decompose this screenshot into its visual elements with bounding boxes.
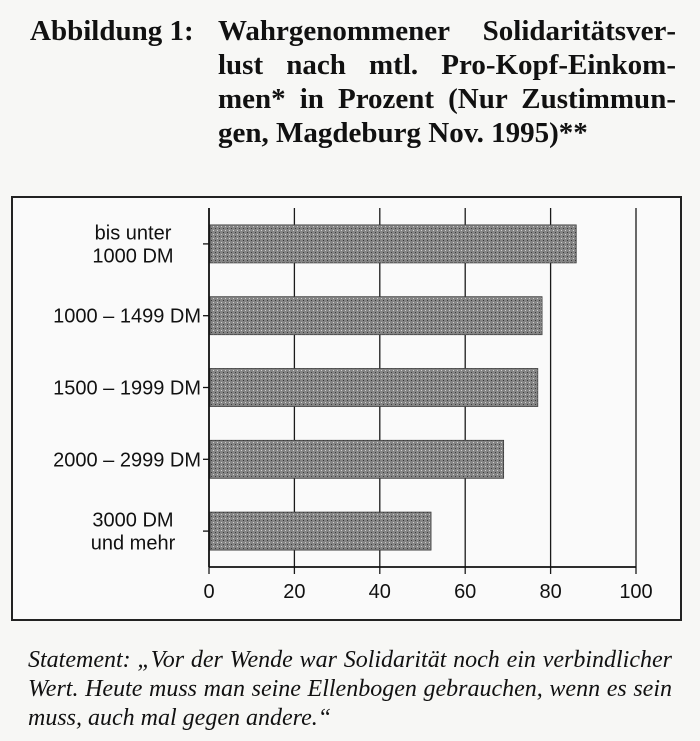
chart-frame bbox=[11, 196, 682, 621]
x-tick-label: 80 bbox=[539, 581, 562, 603]
figure-label: Abbildung 1: bbox=[30, 15, 194, 47]
bar-chart bbox=[13, 198, 680, 619]
bars bbox=[210, 225, 576, 550]
bar bbox=[210, 225, 576, 263]
category-label: bis unter bbox=[94, 222, 172, 245]
category-labels bbox=[53, 222, 201, 554]
x-tick-label: 40 bbox=[368, 581, 391, 603]
x-tick-label: 100 bbox=[619, 581, 653, 603]
category-label: und mehr bbox=[90, 532, 176, 555]
bar bbox=[210, 369, 538, 407]
bar bbox=[210, 297, 542, 335]
category-label: 1500 – 1999 DM bbox=[53, 377, 201, 400]
statement-text: Statement: „Vor der Wende war Solidarität noch ein verbindlicher Wert. Heute muss man seine Ellenbogen gebrauchen, wenn es sein muss, auch mal gegen andere.“ bbox=[28, 647, 672, 731]
category-label: 1000 – 1499 DM bbox=[53, 305, 201, 328]
x-tick-label: 60 bbox=[454, 581, 477, 603]
category-label: 3000 DM bbox=[92, 509, 174, 532]
bar bbox=[210, 440, 504, 478]
x-tick-label: 0 bbox=[203, 581, 215, 603]
category-label: 1000 DM bbox=[92, 245, 174, 268]
figure-title: Wahrgenommener Solidaritätsverlust nach mtl. Pro-Kopf-Einkommen* in Prozent (Nur Zustimmungen, Magdeburg Nov. 1995)** bbox=[218, 15, 676, 149]
category-label: 2000 – 2999 DM bbox=[53, 449, 201, 472]
x-tick-label: 20 bbox=[283, 581, 306, 603]
bar bbox=[210, 512, 431, 550]
